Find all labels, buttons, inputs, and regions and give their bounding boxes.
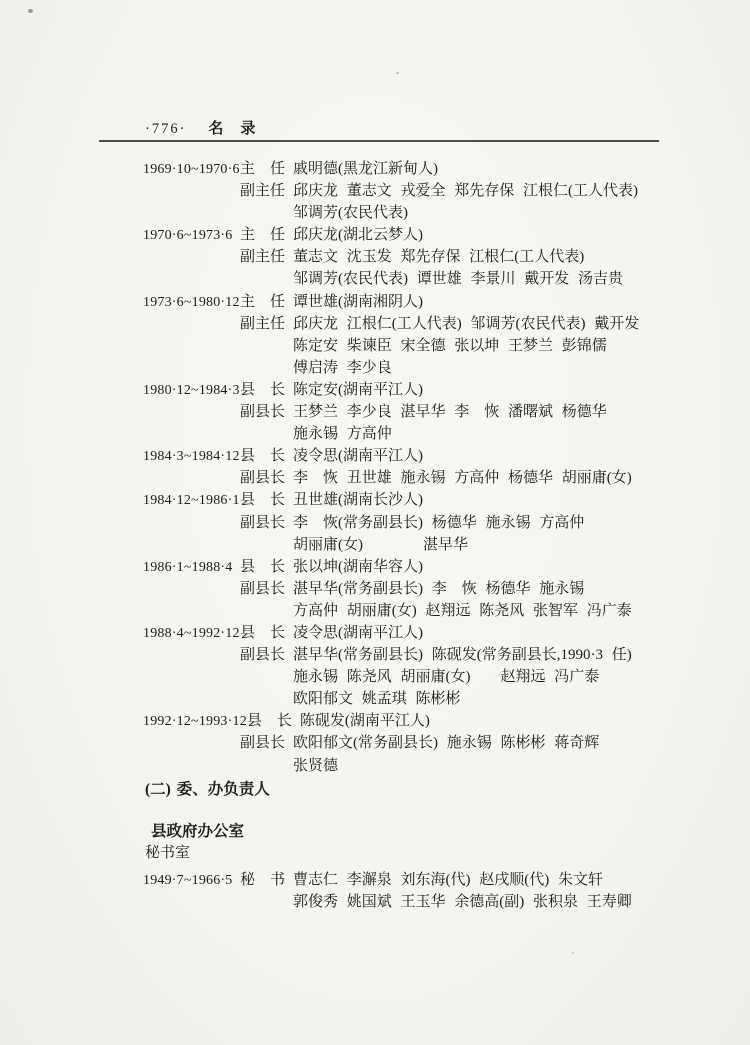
- entry-names: 李 恢(常务副县长) 杨德华 施永锡 方高仲: [293, 514, 585, 531]
- entry-row: [143, 356, 678, 378]
- entry-row: [143, 400, 678, 422]
- entry-role: 副主任: [240, 315, 286, 332]
- entry-row: [143, 754, 678, 776]
- entry-names: 郭俊秀 姚国斌 王玉华 余德高(副) 张积泉 王寿卿: [293, 893, 632, 910]
- entry-role: 副县长: [240, 580, 286, 597]
- entry-row: [143, 312, 678, 334]
- entry-names: 邱庆龙 董志文 戎爱全 郑先存保 江根仁(工人代表): [293, 183, 638, 200]
- entry-row: [143, 466, 678, 488]
- entry-role: 副主任: [240, 183, 286, 200]
- entry-names: 张贤德: [293, 757, 339, 774]
- entry-names: 张以坤(湖南华容人): [293, 558, 423, 575]
- scan-speck: [572, 952, 574, 954]
- entry-role: 副县长: [240, 735, 286, 752]
- entry-row: [143, 223, 678, 245]
- entry-row: [143, 665, 678, 687]
- entry-role: 副县长: [240, 647, 286, 664]
- scan-speck: [396, 72, 399, 74]
- entry-role: 主 任: [240, 161, 286, 177]
- entry-date: 1969·10~1970·6: [143, 162, 240, 177]
- entry-names: 胡丽庸(女) 湛早华: [293, 536, 468, 553]
- office-heading: 县政府办公室: [151, 822, 245, 840]
- entry-row: [143, 511, 678, 533]
- entry-date: 1949·7~1966·5: [143, 872, 233, 888]
- entry-names: 凌令思(湖南平江人): [293, 448, 423, 465]
- entry-date: 1988·4~1992·12: [143, 625, 240, 641]
- entry-row: [143, 378, 678, 400]
- entry-names: 凌令思(湖南平江人): [293, 624, 423, 641]
- entry-row: [143, 334, 678, 356]
- entry-role: 县 长: [240, 381, 286, 398]
- office-subheading: 秘书室: [145, 844, 191, 861]
- entry-names: 施永锡 方高仲: [293, 426, 392, 443]
- entry-role: 副县长: [240, 514, 286, 531]
- entry-names: 李 恢 丑世雄 施永锡 方高仲 杨德华 胡丽庸(女): [293, 470, 632, 487]
- entry-role: 县 长: [240, 558, 286, 575]
- entry-role: 县 长: [246, 713, 292, 730]
- secretary-list: [143, 868, 678, 912]
- entry-row: [143, 179, 678, 201]
- entry-row: [143, 245, 678, 267]
- entry-names: 王梦兰 李少良 湛早华 李 恢 潘曙斌 杨德华: [293, 404, 607, 421]
- entry-row: [143, 687, 678, 709]
- page-title: 名 录: [208, 121, 257, 137]
- entry-names: 陈砚发(湖南平江人): [299, 713, 430, 730]
- entry-row: [143, 890, 678, 912]
- entry-names: 湛早华(常务副县长) 陈砚发(常务副县长,1990·3 任): [293, 647, 632, 664]
- entry-names: 欧阳郁文 姚孟琪 陈彬彬: [293, 691, 461, 708]
- entry-names: 戚明德(黑龙江新甸人): [293, 161, 438, 177]
- entry-names: 陈定安(湖南平江人): [293, 381, 423, 398]
- entry-date: 1984·3~1984·12: [143, 449, 240, 465]
- header-rule: [99, 140, 659, 142]
- entry-names: 谭世雄(湖南湘阴人): [293, 293, 423, 310]
- entry-role: 主 任: [240, 293, 286, 310]
- entry-role: 县 长: [240, 448, 286, 465]
- entry-names: 傅启涛 李少良: [293, 359, 392, 376]
- entry-date: 1970·6~1973·6: [143, 228, 233, 244]
- entry-row: [143, 267, 678, 289]
- entry-role: 副县长: [240, 404, 286, 421]
- entry-date: 1980·12~1984·3: [143, 382, 240, 398]
- entry-row: [143, 709, 678, 731]
- entry-names: 董志文 沈玉发 郑先存保 江根仁(工人代表): [293, 249, 585, 266]
- entry-names: 湛早华(常务副县长) 李 恢 杨德华 施永锡: [293, 580, 585, 597]
- entry-names: 陈定安 柴谏臣 宋全德 张以坤 王梦兰 彭锦儒: [293, 337, 607, 354]
- entry-role: 主 任: [240, 227, 286, 244]
- page-number: ·776·: [145, 121, 187, 137]
- entry-row: [143, 533, 678, 555]
- scan-speck: [28, 9, 33, 13]
- entry-row: [143, 868, 678, 890]
- directory-content: [143, 157, 678, 912]
- officials-list: [143, 157, 678, 776]
- entry-date: 1986·1~1988·4: [143, 559, 233, 575]
- entry-role: 县 长: [240, 492, 286, 509]
- entry-row: [143, 621, 678, 643]
- entry-row: [143, 290, 678, 312]
- entry-names: 邹调芳(农民代表): [293, 205, 408, 222]
- entry-row: [143, 157, 678, 179]
- entry-row: [143, 577, 678, 599]
- entry-row: [143, 444, 678, 466]
- entry-date: 1992·12~1993·12: [143, 714, 247, 730]
- entry-row: [143, 731, 678, 753]
- page-header: [145, 117, 256, 138]
- entry-names: 曹志仁 李澥泉 刘东海(代) 赵戌顺(代) 朱文轩: [293, 871, 603, 888]
- entry-row: [143, 643, 678, 665]
- entry-names: 丑世雄(湖南长沙人): [293, 492, 423, 509]
- entry-role: 秘 书: [240, 871, 286, 888]
- entry-names: 欧阳郁文(常务副县长) 施永锡 陈彬彬 蒋奇辉: [293, 735, 600, 752]
- entry-names: 邱庆龙(湖北云梦人): [293, 227, 423, 244]
- entry-names: 邱庆龙 江根仁(工人代表) 邹调芳(农民代表) 戴开发: [293, 315, 640, 332]
- entry-row: [143, 201, 678, 223]
- entry-row: [143, 599, 678, 621]
- entry-role: 县 长: [240, 624, 286, 641]
- section-heading: (二) 委、办负责人: [145, 780, 270, 798]
- entry-names: 施永锡 陈尧风 胡丽庸(女) 赵翔远 冯广泰: [293, 669, 600, 686]
- entry-date: 1973·6~1980·12: [143, 294, 240, 310]
- entry-row: [143, 488, 678, 510]
- entry-role: 副县长: [240, 470, 286, 487]
- entry-role: 副主任: [240, 249, 286, 266]
- entry-names: 方高仲 胡丽庸(女) 赵翔远 陈尧风 张智军 冯广泰: [293, 602, 632, 619]
- entry-row: [143, 555, 678, 577]
- entry-date: 1984·12~1986·1: [143, 493, 240, 509]
- entry-row: [143, 422, 678, 444]
- entry-names: 邹调芳(农民代表) 谭世雄 李景川 戴开发 汤吉贵: [293, 271, 623, 288]
